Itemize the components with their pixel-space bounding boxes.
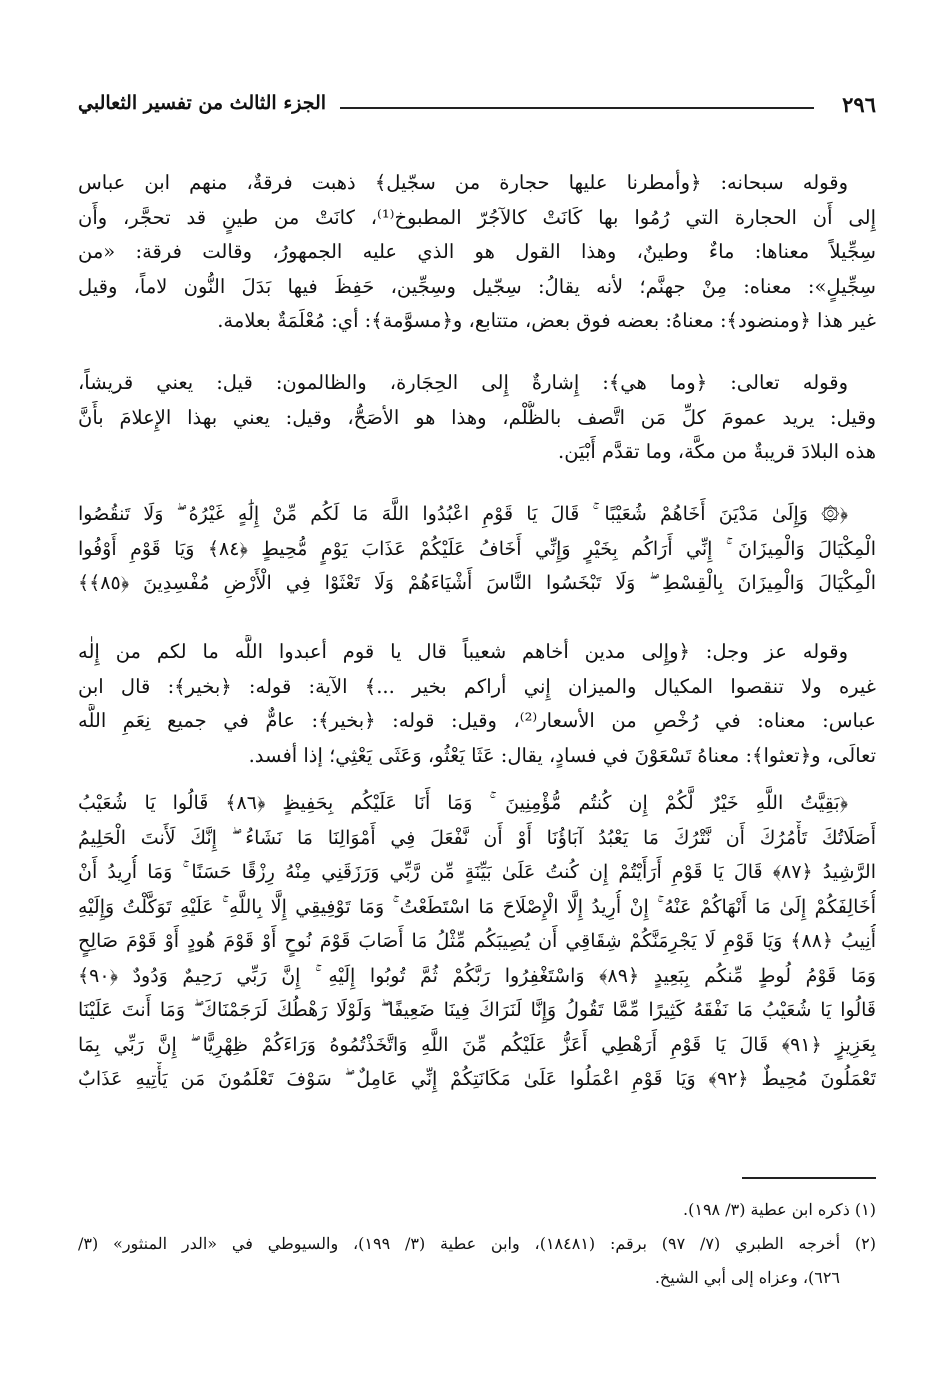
paragraph-2 [78,366,876,470]
verse-line: قَالُوا يَا شُعَيْبُ مَا نَفْقَهُ كَثِيرًا مِّمَّا تَقُولُ وَإِنَّا لَنَرَاكَ فِينَا ضَعِيفًا ۖ وَلَوْلَا رَهْطُكَ لَرَجَمْنَاكَ ۖ وَمَا أَنتَ عَلَيْنَا [78,999,876,1021]
verse-line: بِعَزِيزٍ ﴿٩١﴾ قَالَ يَا قَوْمِ أَرَهْطِي أَعَزُّ عَلَيْكُم مِّنَ اللَّهِ وَاتَّخَذْتُمُوهُ وَرَاءَكُمْ ظِهْرِيًّا ۖ إِنَّ رَبِّي بِمَا [78,1033,876,1056]
text-line: وقوله تعالى: ﴿وما هي﴾: إِشارةٌ إِلى الحِجَارة، والظالمون: قيل: يعني قريشاً، [78,371,848,394]
verse-line: تَعْمَلُونَ مُحِيطٌ ﴿٩٢﴾ وَيَا قَوْمِ اعْمَلُوا عَلَىٰ مَكَانَتِكُمْ إِنِّي عَامِلٌ ۖ سَوْفَ تَعْلَمُونَ مَن يَأْتِيهِ عَذَابٌ [78,1068,876,1090]
footnote-line: ٦٢٦)، وعزاه إلى أبي الشيخ. [654,1268,840,1287]
verse-line: أُنِيبُ ﴿٨٨﴾ وَيَا قَوْمِ لَا يَجْرِمَنَّكُمْ شِقَاقِي أَن يُصِيبَكُم مِّثْلُ مَا أَصَابَ قَوْمَ نُوحٍ أَوْ قَوْمَ هُودٍ أَوْ قَوْمَ صَالِحٍ [78,930,876,952]
text-line: سِجِّيلٍ»: معناه: مِنْ جهنَّم؛ لأنه يقالُ: سِجّيل وسِجِّين، حَفِظَ فيها بَدَلَ النُّون لاماً، وقيل [78,274,876,298]
verse-line: ﴿۞ وَإِلَىٰ مَدْيَنَ أَخَاهُمْ شُعَيْبًا ۚ قَالَ يَا قَوْمِ اعْبُدُوا اللَّهَ مَا لَكُم مِّنْ إِلَٰهٍ غَيْرُهُ ۖ وَلَا تَنقُصُوا [78,503,848,525]
footnote-1 [78,1193,876,1227]
text-line: غير هذا ﴿ومنضود﴾: معناهُ: بعضه فوق بعض، متتابع، و﴿مسوَّمة﴾: أي: مُعْلَمَةٌ بعلامة. [217,309,876,332]
footnote-line: (١) ذكره ابن عطية (٣/ ١٩٨). [683,1200,876,1219]
footnote-separator [742,1177,876,1179]
verse-line: الْمِكْيَالَ وَالْمِيزَانَ ۚ إِنِّي أَرَاكُم بِخَيْرٍ وَإِنِّي أَخَافُ عَلَيْكُمْ عَذَابَ يَوْمٍ مُّحِيطٍ ﴿٨٤﴾ وَيَا قَوْمِ أَوْفُوا [78,537,876,560]
text-line: هذه البلادَ قريبةٌ من مكَّة، وما تقدَّم أَبْيَن. [558,440,876,463]
text-line: غيره ولا تنقصوا المكيال والميزان إِني أراكم بخير ...﴾ الآية: قوله: ﴿بخير﴾: قال ابن [78,674,876,698]
text-line: عباس: معناه: في رُخْصِ من الأسعار⁽²⁾، وقيل: قوله: ﴿بخير﴾: عامٌّ في جميع نِعَمِ اللَّه [78,709,876,732]
verse-line: أُخَالِفَكُمْ إِلَىٰ مَا أَنْهَاكُمْ عَنْهُ ۚ إِنْ أُرِيدُ إِلَّا الْإِصْلَاحَ مَا اسْتَطَعْتُ ۚ وَمَا تَوْفِيقِي إِلَّا بِاللَّهِ ۚ عَلَيْهِ تَوَكَّلْتُ وَإِلَيْهِ [78,895,876,918]
text-line: إِلى أَن الحجارة التي رُمُوا بها كَانَتْ كالآجُرّ المطبوخ⁽¹⁾، كانَتْ من طينٍ قد تحجَّر، وأَن [78,205,876,229]
paragraph-3 [78,635,876,773]
header-rule [340,107,814,109]
footnote-2 [78,1227,876,1295]
text-line: وقيل: يريد عمومَ كلِّ مَن اتَّصف بالظُّلْم، وهذا هو الأصَحُّ، وقيل: يعني بهذا الإِعلامَ بأَنَّ [78,405,876,429]
running-header [78,92,876,122]
verse-line: الْمِكْيَالَ وَالْمِيزَانَ بِالْقِسْطِ ۖ وَلَا تَبْخَسُوا النَّاسَ أَشْيَاءَهُمْ وَلَا تَعْثَوْا فِي الْأَرْضِ مُفْسِدِينَ ﴿٨٥﴾﴾ [78,572,876,594]
paragraph-1 [78,166,876,339]
verse-line: وَمَا قَوْمُ لُوطٍ مِّنكُم بِبَعِيدٍ ﴿٨٩﴾ وَاسْتَغْفِرُوا رَبَّكُمْ ثُمَّ تُوبُوا إِلَيْهِ ۚ إِنَّ رَبِّي رَحِيمٌ وَدُودٌ ﴿٩٠﴾ [78,964,876,987]
running-title: الجزء الثالث من تفسير الثعالبي [78,92,327,114]
page-number: ٢٩٦ [842,92,876,117]
text-line: وقوله عز وجل: ﴿وإِلى مدين أخاهم شعيباً قال يا قوم أعبدوا اللَّه ما لكم من إِلٰه [78,640,848,663]
quran-verse-block-86-93 [78,786,876,1097]
verse-line: أَصَلَاتُكَ تَأْمُرُكَ أَن نَّتْرُكَ مَا يَعْبُدُ آبَاؤُنَا أَوْ أَن نَّفْعَلَ فِي أَمْوَالِنَا مَا نَشَاءُ ۖ إِنَّكَ لَأَنتَ الْحَلِيمُ [78,826,876,849]
quran-verse-block-84-85 [78,497,876,601]
footnote-line: (٢) أخرجه الطبري (٧/ ٩٧) برقم: (١٨٤٨١)، وابن عطية (٣/ ١٩٩)، والسيوطي في «الدر المنثور» (٣/ [78,1234,876,1253]
text-line: تعالَى، و﴿تعثوا﴾: معناهُ تَسْعَوْنَ في فسادٍ، يقال: عَثَا يَعْثُو، وَعَثَى يَعْثِي؛ إذا أفسد. [248,743,876,767]
text-line: سِجِّيلاً معناها: ماءٌ وطينٌ، وهذا القول هو الذي عليه الجمهورُ، وقالت فرقة: «من [78,240,876,263]
verse-line: ﴿بَقِيَّتُ اللَّهِ خَيْرٌ لَّكُمْ إِن كُنتُم مُّؤْمِنِينَ ۚ وَمَا أَنَا عَلَيْكُم بِحَفِيظٍ ﴿٨٦﴾ قَالُوا يَا شُعَيْبُ [78,792,848,814]
text-line: وقوله سبحانه: ﴿وأمطرنا عليها حجارة من سجّيل﴾ ذهبت فرقةٌ، منهم ابن عباس [78,171,848,194]
verse-line: الرَّشِيدُ ﴿٨٧﴾ قَالَ يَا قَوْمِ أَرَأَيْتُمْ إِن كُنتُ عَلَىٰ بَيِّنَةٍ مِّن رَّبِّي وَرَزَقَنِي مِنْهُ رِزْقًا حَسَنًا ۚ وَمَا أُرِيدُ أَنْ [78,861,876,883]
